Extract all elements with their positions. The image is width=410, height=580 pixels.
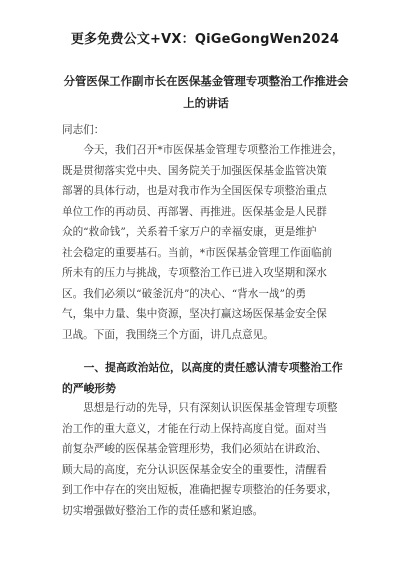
paragraph-line: 众的“救命钱”，关系着千家万户的幸福安康，更是维护 [62, 226, 317, 238]
paragraph-intro [62, 140, 352, 345]
paragraph-line: 卫战。下面，我围绕三个方面，讲几点意见。 [62, 328, 274, 341]
paragraph-line: 所未有的压力与挑战，专项整治工作已进入攻坚期和深水 [62, 267, 327, 279]
paragraph-line: 气，集中力量、集中资源，坚决打赢这场医保基金安全保 [62, 308, 327, 320]
paragraph-line: 治工作的重大意义，才能在行动上保持高度自觉。面对当 [62, 422, 327, 435]
paragraph-line: 今天，我们召开*市医保基金管理专项整治工作推进会， [83, 144, 343, 156]
document-title [62, 70, 350, 114]
document-title-line: 上的讲话 [183, 96, 229, 110]
section-heading-line: 一、提高政治站位，以高度的责任感认清专项整治工作 [83, 361, 343, 374]
paragraph-line: 区。我们必须以“破釜沉舟”的决心、“背水一战”的勇 [62, 287, 307, 300]
paragraph-line: 部署的具体行动，也是对我市作为全国医保专项整治重点 [62, 185, 327, 197]
paragraph-line: 单位工作的再动员、再部署、再推进。医保基金是人民群 [62, 205, 327, 218]
section-heading-1 [62, 357, 352, 399]
promo-header: 更多免费公文+VX：QiGeGongWen2024 [70, 32, 340, 47]
paragraph-line: 切实增强做好整治工作的责任感和紧迫感。 [62, 504, 264, 517]
paragraph-line: 思想是行动的先导，只有深刻认识医保基金管理专项整 [83, 402, 338, 414]
document-title-line: 分管医保工作副市长在医保基金管理专项整治工作推进会 [63, 74, 349, 88]
paragraph-line: 社会稳定的重要基石。当前，*市医保基金管理工作面临前 [62, 246, 333, 259]
paragraph-line: 既是贯彻落实党中央、国务院关于加强医保基金监管决策 [62, 164, 327, 177]
section-heading-line: 的严峻形势 [62, 382, 116, 395]
paragraph-section1 [62, 398, 352, 521]
salutation: 同志们： [62, 124, 105, 136]
paragraph-line: 顾大局的高度，充分认识医保基金安全的重要性，清醒看 [62, 463, 327, 476]
paragraph-line: 前复杂严峻的医保基金管理形势，我们必须站在讲政治、 [62, 443, 327, 455]
paragraph-line: 到工作中存在的突出短板，准确把握专项整治的任务要求， [62, 484, 338, 496]
